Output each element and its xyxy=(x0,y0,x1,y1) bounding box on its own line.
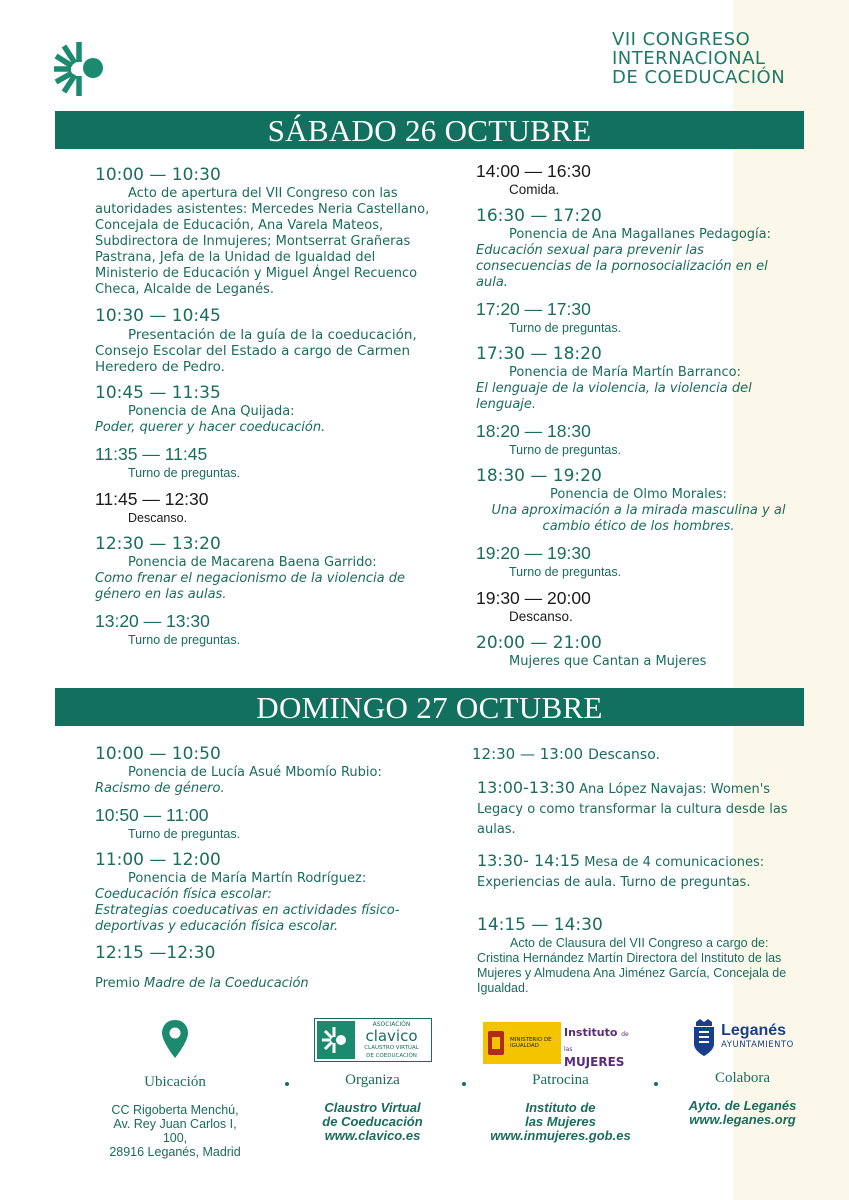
schedule-item xyxy=(95,943,435,992)
location-line: Av. Rey Juan Carlos I, 100, xyxy=(113,1117,237,1145)
award-name: Madre de la Coeducación xyxy=(144,976,309,991)
schedule-time: 11:00 — 12:00 xyxy=(95,850,221,870)
schedule-time: 13:30- 14:15 xyxy=(477,851,581,870)
schedule-time: 10:30 — 10:45 xyxy=(95,306,221,326)
sponsor-link[interactable]: www.inmujeres.gob.es xyxy=(490,1128,631,1143)
schedule-time: 16:30 — 17:20 xyxy=(476,206,602,226)
schedule-desc: Mujeres que Cantan a Mujeres xyxy=(509,654,707,669)
inmujeres-logo-text: Instituto xyxy=(564,1026,618,1039)
leganes-logo xyxy=(680,1018,805,1058)
talk-text: Ana López Navajas: Women's Legacy o como transformar la cultura desde las aulas. xyxy=(477,782,788,837)
schedule-item xyxy=(476,633,801,670)
schedule-item xyxy=(472,777,802,840)
schedule-item xyxy=(95,744,435,797)
talk-subtitle: Estrategias coeducativas en actividades físico-deportivas y educación física escolar. xyxy=(95,903,400,934)
sunday-right-column xyxy=(472,744,802,1004)
schedule-desc xyxy=(95,765,435,797)
schedule-time: 19:20 — 19:30 xyxy=(476,543,591,563)
clavico-logo-text: CLAUSTRO VIRTUAL xyxy=(364,1044,419,1051)
saturday-title: SÁBADO 26 OCTUBRE xyxy=(55,111,804,149)
schedule-desc xyxy=(477,777,802,840)
schedule-time: 17:30 — 18:20 xyxy=(476,344,602,364)
inmujeres-logo-text: MUJERES xyxy=(564,1055,625,1069)
location-pin-icon xyxy=(160,1018,190,1062)
congress-title-line: INTERNACIONAL xyxy=(612,48,766,69)
schedule-item xyxy=(472,850,802,893)
collaborator-label: Colabora xyxy=(715,1070,770,1086)
schedule-item xyxy=(476,421,801,458)
schedule-item xyxy=(476,543,801,580)
talk-speaker: Ponencia de Ana Quijada: xyxy=(128,404,295,419)
schedule-item xyxy=(95,489,435,526)
schedule-desc: Acto de apertura del VII Congreso con las autoridades asistentes: Mercedes Neria Castellano, Concejala de Educación, Ana Varela Mateos, Subdirectora de Inmujeres; Montserrat Grañeras Pastrana, Jefa de la Unidad de Igualdad del Ministerio de Educación y Miguel Ángel Recuenco Checa, Alcalde de Leganés. xyxy=(95,186,430,297)
schedule-time: 18:30 — 19:20 xyxy=(476,466,602,486)
schedule-desc xyxy=(95,976,435,992)
talk-title: Educación sexual para prevenir las consecuencias de la pornosocialización en el aula. xyxy=(476,243,768,290)
schedule-time: 12:30 — 13:00 xyxy=(472,745,583,763)
clavico-logo-text: ASOCIACIÓN xyxy=(372,1020,411,1028)
sponsor-line: Instituto de xyxy=(525,1100,596,1115)
collaborator-link[interactable]: www.leganes.org xyxy=(689,1112,796,1127)
talk-speaker: Ponencia de Ana Magallanes Pedagogía: xyxy=(509,227,772,242)
schedule-desc xyxy=(95,555,435,603)
clavico-logo xyxy=(314,1018,432,1062)
location-line: 28916 Leganés, Madrid xyxy=(109,1145,241,1159)
talk-title: Racismo de género. xyxy=(95,781,225,796)
schedule-item xyxy=(95,383,435,436)
schedule-item xyxy=(95,165,435,298)
inmujeres-logo xyxy=(483,1022,638,1069)
schedule-time: 12:30 — 13:20 xyxy=(95,534,221,554)
schedule-time: 13:20 — 13:30 xyxy=(95,611,210,631)
footer-location xyxy=(100,1018,250,1159)
location-line: CC Rigoberta Menchú, xyxy=(111,1103,239,1117)
schedule-desc xyxy=(95,404,435,436)
talk-title: El lenguaje de la violencia, la violencia del lenguaje. xyxy=(476,381,752,412)
schedule-time: 11:35 — 11:45 xyxy=(95,444,208,464)
schedule-desc: Acto de Clausura del VII Congreso a cargo de: Cristina Hernández Martín Directora del Instituto de las Mujeres y Almudena Ana Jiménez García, Concejala de Igualdad. xyxy=(477,936,787,995)
schedule-time: 13:00-13:30 xyxy=(477,778,575,797)
schedule-item xyxy=(95,444,435,481)
schedule-item xyxy=(476,588,801,625)
schedule-desc: Presentación de la guía de la coeducación, Consejo Escolar del Estado a cargo de Carmen Heredero de Pedro. xyxy=(95,327,417,375)
sunday-title: DOMINGO 27 OCTUBRE xyxy=(55,688,804,726)
talk-speaker: Ponencia de Olmo Morales: xyxy=(550,487,727,502)
schedule-item xyxy=(95,306,435,375)
schedule-item xyxy=(476,299,801,336)
schedule-time: 17:20 — 17:30 xyxy=(476,299,591,319)
schedule-item xyxy=(95,805,435,842)
talk-title: Una aproximación a la mirada masculina y al cambio ético de los hombres. xyxy=(491,503,786,534)
saturday-left-column xyxy=(95,165,435,656)
schedule-time: 11:45 — 12:30 xyxy=(95,489,209,509)
schedule-desc: Turno de preguntas. xyxy=(509,565,622,579)
leganes-logo-text: Leganés xyxy=(721,1022,787,1039)
schedule-desc: Descanso. xyxy=(509,609,573,624)
clavico-mark-icon xyxy=(317,1021,355,1059)
organizer-line: de Coeducación xyxy=(322,1114,423,1129)
separator-dot xyxy=(654,1082,658,1086)
inmujeres-logo-text: de las xyxy=(564,1031,629,1053)
congress-logo-icon xyxy=(52,38,108,98)
clavico-logo-text: DE COEDUCACIÓN xyxy=(366,1052,417,1059)
ministry-text: MINISTERIO DE IGUALDAD xyxy=(510,1037,552,1049)
schedule-desc xyxy=(476,487,801,535)
schedule-desc: Turno de preguntas. xyxy=(509,321,622,335)
ministry-logo xyxy=(483,1022,561,1064)
separator-dot xyxy=(462,1082,466,1086)
schedule-desc xyxy=(95,871,435,935)
award-label: Premio xyxy=(95,976,140,991)
schedule-desc: Turno de preguntas. xyxy=(128,827,241,841)
schedule-desc xyxy=(476,227,801,291)
schedule-time: 14:15 — 14:30 xyxy=(477,915,603,935)
schedule-desc xyxy=(477,850,802,893)
location-label: Ubicación xyxy=(144,1074,206,1090)
clavico-logo-text: clavico xyxy=(365,1026,418,1045)
talk-title: Poder, querer y hacer coeducación. xyxy=(95,420,326,435)
congress-title xyxy=(612,30,785,87)
schedule-time: 10:45 — 11:35 xyxy=(95,383,221,403)
schedule-item xyxy=(95,534,435,603)
sponsor-line: las Mujeres xyxy=(525,1114,596,1129)
separator-dot xyxy=(285,1082,289,1086)
schedule-desc: Comida. xyxy=(509,182,560,197)
schedule-item xyxy=(476,466,801,535)
schedule-item xyxy=(476,161,801,198)
spain-shield-icon xyxy=(486,1028,506,1058)
talk-speaker: Ponencia de Lucía Asué Mbomío Rubio: xyxy=(128,765,382,780)
schedule-item xyxy=(472,915,802,996)
schedule-time: 19:30 — 20:00 xyxy=(476,588,591,608)
schedule-desc xyxy=(476,365,801,413)
organizer-link[interactable]: www.clavico.es xyxy=(324,1128,421,1143)
schedule-desc: Turno de preguntas. xyxy=(128,466,241,480)
organizer-line: Claustro Virtual xyxy=(324,1100,421,1115)
schedule-time: 10:50 — 11:00 xyxy=(95,805,209,825)
schedule-item xyxy=(476,206,801,291)
organizer-label: Organiza xyxy=(345,1072,400,1088)
talk-title: Coeducación física escolar: xyxy=(95,887,272,902)
sunday-left-column xyxy=(95,744,435,1000)
schedule-desc: Descanso. xyxy=(128,511,188,525)
schedule-item xyxy=(95,850,435,935)
talk-title: Como frenar el negacionismo de la violencia de género en las aulas. xyxy=(95,571,405,602)
saturday-right-column xyxy=(476,161,801,678)
schedule-item xyxy=(472,744,802,765)
talk-speaker: Ponencia de Macarena Baena Garrido: xyxy=(128,555,377,570)
leganes-logo-text: AYUNTAMIENTO xyxy=(721,1040,794,1050)
schedule-time: 18:20 — 18:30 xyxy=(476,421,591,441)
schedule-desc: Descanso. xyxy=(588,747,660,763)
inmujeres-logo-text xyxy=(564,1026,638,1056)
schedule-time: 10:00 — 10:50 xyxy=(95,744,221,764)
congress-title-line: DE COEDUCACIÓN xyxy=(612,67,786,88)
schedule-time: 12:15 —12:30 xyxy=(95,943,216,963)
schedule-item xyxy=(476,344,801,413)
collaborator-line: Ayto. de Leganés xyxy=(688,1098,797,1113)
schedule-time: 14:00 — 16:30 xyxy=(476,161,591,181)
sponsor-label: Patrocina xyxy=(532,1072,589,1088)
schedule-desc: Turno de preguntas. xyxy=(509,443,622,457)
footer xyxy=(0,1010,849,1160)
leganes-crest-icon xyxy=(691,1018,717,1058)
schedule-item xyxy=(95,611,435,648)
talk-text: Mesa de 4 comunicaciones: Experiencias de aula. Turno de preguntas. xyxy=(477,855,765,890)
footer-collaborator xyxy=(680,1018,805,1127)
schedule-time: 10:00 — 10:30 xyxy=(95,165,221,185)
schedule-desc: Turno de preguntas. xyxy=(128,633,241,647)
footer-sponsor xyxy=(478,1022,643,1143)
talk-speaker: Ponencia de María Martín Barranco: xyxy=(509,365,741,380)
talk-speaker: Ponencia de María Martín Rodríguez: xyxy=(128,871,367,886)
footer-organizer xyxy=(300,1018,445,1143)
congress-title-line: VII CONGRESO xyxy=(612,29,751,50)
schedule-time: 20:00 — 21:00 xyxy=(476,633,602,653)
